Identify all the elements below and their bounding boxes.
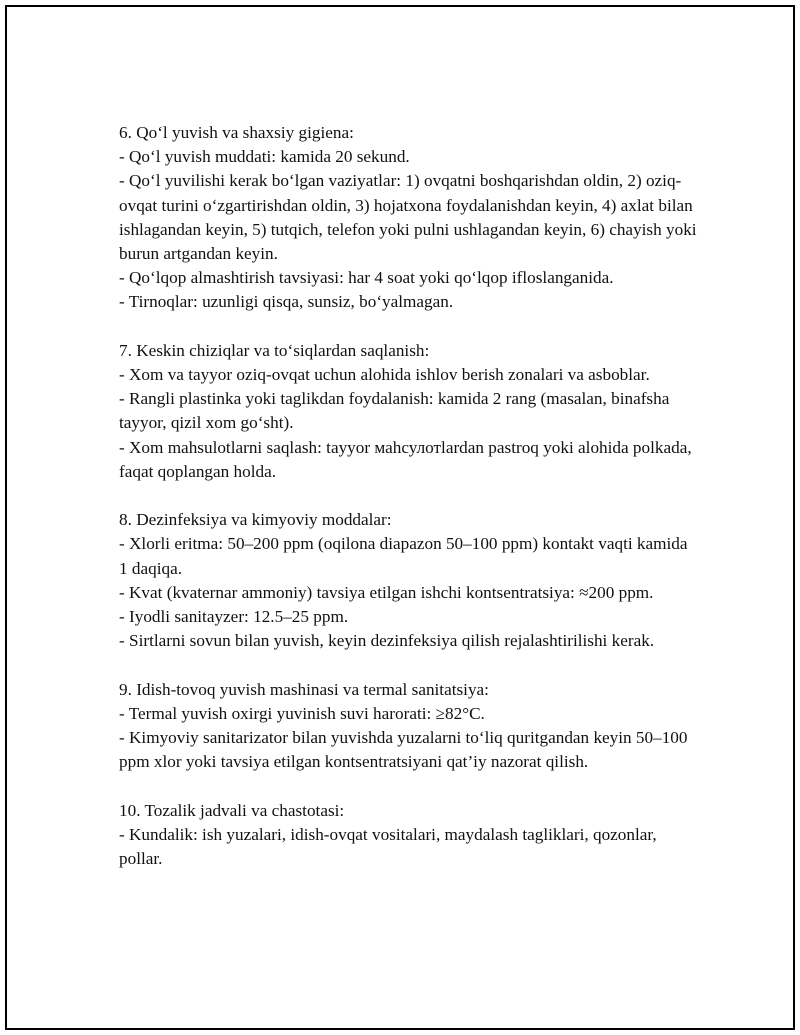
list-item: - Qo‘l yuvilishi kerak bo‘lgan vaziyatlar: 1) ovqatni boshqarishdan oldin, 2) oziq-ovqat turini o‘zgartirishdan oldin, 3) hojatxona foydalanishdan keyin, 4) axlat bilan ishlagandan keyin, 5) tutqich, telefon yoki pulni ushlagandan keyin, 6) chayish yoki burun artgandan keyin.: [119, 171, 697, 264]
section-heading: 9. Idish-tovoq yuvish mashinasi va termal sanitatsiya:: [119, 679, 489, 699]
section-heading: 7. Keskin chiziqlar va to‘siqlardan saqlanish:: [119, 340, 430, 360]
list-item: - Sirtlarni sovun bilan yuvish, keyin dezinfeksiya qilish rejalashtirilishi kerak.: [119, 631, 655, 651]
section-disinfection: [119, 508, 699, 653]
list-item: - Rangli plastinka yoki taglikdan foydalanish: kamida 2 rang (masalan, binafsha tayyor, qizil xom go‘sht).: [119, 389, 670, 433]
section-hand-hygiene: [119, 121, 699, 315]
list-item: - Kundalik: ish yuzalari, idish-ovqat vositalari, maydalash tagliklari, qozonlar, pollar.: [119, 824, 657, 869]
page-frame: [5, 5, 795, 1030]
list-item: - Qo‘l yuvish muddati: kamida 20 sekund.: [119, 147, 410, 167]
section-heading: 10. Tozalik jadvali va chastotasi:: [119, 800, 345, 820]
list-item: - Tirnoqlar: uzunligi qisqa, sunsiz, bo‘yalmagan.: [119, 292, 454, 312]
section-heading: 6. Qo‘l yuvish va shaxsiy gigiena:: [119, 123, 354, 142]
list-item: - Qo‘lqop almashtirish tavsiyasi: har 4 soat yoki qo‘lqop ifloslanganida.: [119, 268, 614, 288]
list-item: - Iyodli sanitayzer: 12.5–25 ppm.: [119, 607, 349, 627]
document-body: [119, 121, 699, 871]
section-heading: 8. Dezinfeksiya va kimyoviy moddalar:: [119, 510, 392, 530]
section-cleaning-schedule: [119, 799, 699, 872]
list-item: - Xom mahsulotlarni saqlash: tayyor маhсулотlardan pastroq yoki alohida polkada, faqat qoplangan holda.: [119, 437, 692, 481]
list-item: - Xom va tayyor oziq-ovqat uchun alohida ishlov berish zonalari va asboblar.: [119, 365, 650, 385]
list-item: - Termal yuvish oxirgi yuvinish suvi harorati: ≥82°C.: [119, 703, 485, 723]
section-cross-contamination: [119, 339, 699, 484]
list-item: - Xlorli eritma: 50–200 ppm (oqilona diapazon 50–100 ppm) kontakt vaqti kamida 1 daqiqa.: [119, 534, 688, 578]
section-dishwashing: [119, 678, 699, 775]
list-item: - Kimyoviy sanitarizator bilan yuvishda yuzalarni to‘liq quritgandan keyin 50–100 ppm xlor yoki tavsiya etilgan kontsentratsiyani qat’iy nazorat qilish.: [119, 728, 688, 772]
list-item: - Kvat (kvaternar ammoniy) tavsiya etilgan ishchi kontsentratsiya: ≈200 ppm.: [119, 582, 654, 602]
